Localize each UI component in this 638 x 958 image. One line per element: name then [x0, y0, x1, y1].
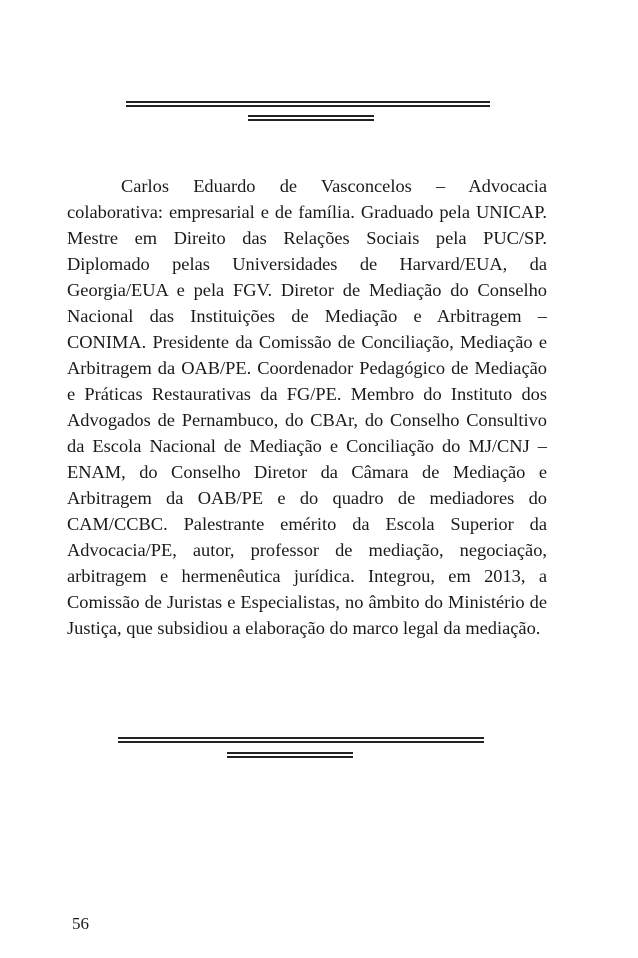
- top-divider-long: [126, 101, 490, 107]
- page-number: 56: [72, 914, 89, 933]
- bottom-divider-short: [227, 752, 353, 758]
- top-divider-short: [248, 115, 374, 121]
- author-bio: Carlos Eduardo de Vasconcelos – Advocacia colaborativa: empresarial e de família. Graduado pela UNICAP. Mestre em Direito das Relações Sociais pela PUC/SP. Diplomado pelas Universidades de Harvard/EUA, da Georgia/EUA e pela FGV. Diretor de Mediação do Conselho Nacional das Instituições de Mediação e Arbitragem – CONIMA. Presidente da Comissão de Conciliação, Mediação e Arbitragem da OAB/PE. Coordenador Pedagógico de Mediação e Práticas Restaurativas da FG/PE. Membro do Instituto dos Advogados de Pernambuco, do CBAr, do Conselho Consultivo da Escola Nacional de Mediação e Conciliação do MJ/CNJ – ENAM, do Conselho Diretor da Câmara de Mediação e Arbitragem da OAB/PE e do quadro de mediadores do CAM/CCBC. Palestrante emérito da Escola Superior da Advocacia/PE, autor, professor de mediação, negociação, arbitragem e hermenêutica jurídica. Integrou, em 2013, a Comissão de Juristas e Especialistas, no âmbito do Ministério de Justiça, que subsidiou a elaboração do marco legal da mediação.: [67, 176, 547, 638]
- bottom-divider-long: [118, 737, 484, 743]
